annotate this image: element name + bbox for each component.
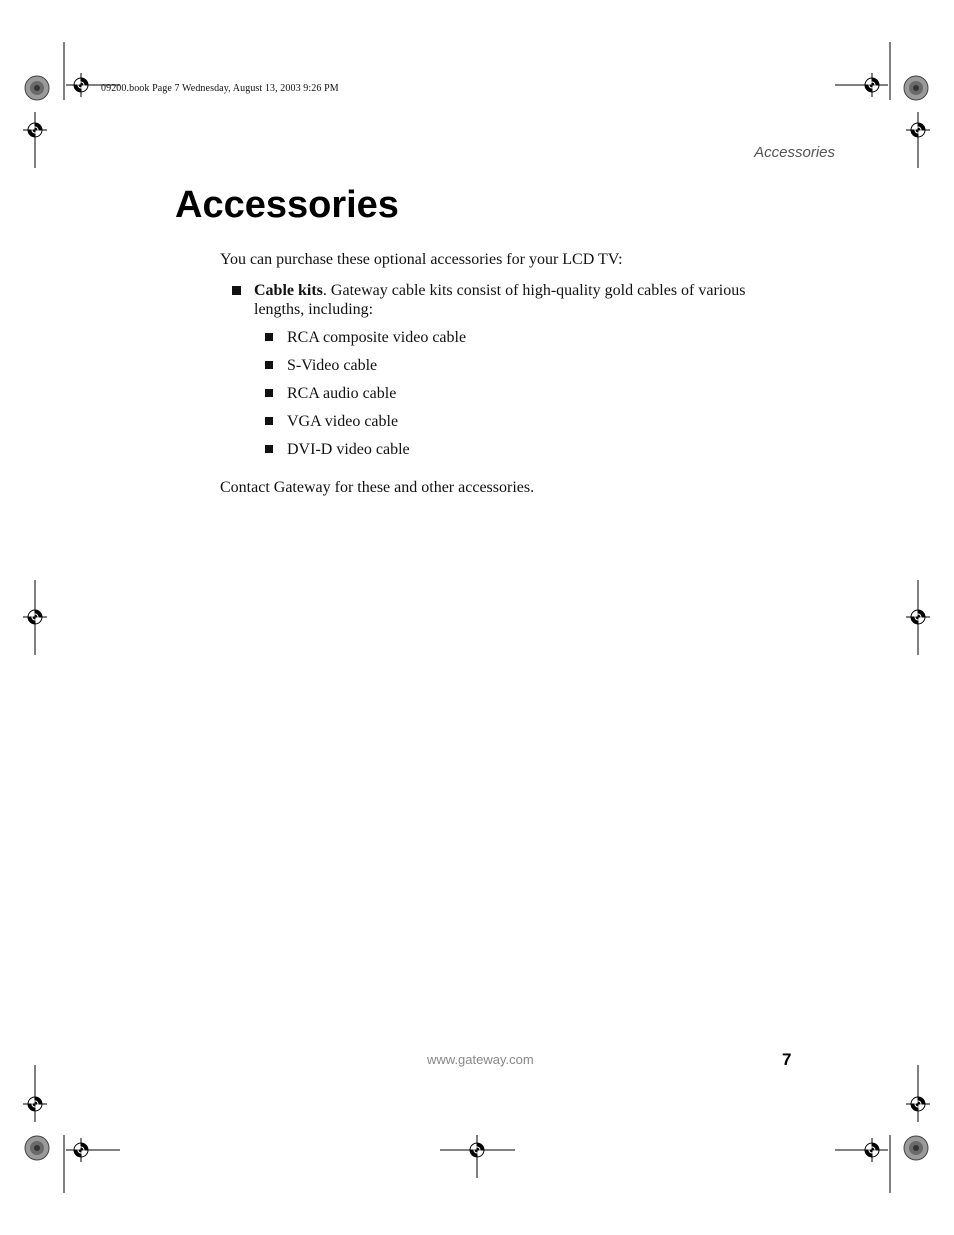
bullet-square-icon — [265, 361, 273, 369]
list-item-label: S-Video cable — [287, 357, 378, 374]
list-item-label: VGA video cable — [287, 413, 399, 430]
bullet-square-icon — [265, 445, 273, 453]
closing-paragraph: Contact Gateway for these and other accessories. — [220, 479, 535, 496]
registration-mark — [835, 42, 930, 168]
registration-mark — [23, 42, 120, 168]
page-title: Accessories — [175, 184, 399, 226]
list-item-label: DVI-D video cable — [287, 441, 410, 458]
list-item-label: RCA composite video cable — [287, 329, 467, 346]
registration-mark — [23, 1065, 120, 1193]
bullet-square-icon — [265, 389, 273, 397]
bullet-description: . Gateway cable kits consist of high-quality gold cables of various lengths, including: — [254, 282, 746, 318]
print-slug: 09200.book Page 7 Wednesday, August 13, 2003 9:26 PM — [101, 83, 339, 94]
footer-url: www.gateway.com — [427, 1052, 534, 1067]
registration-mark — [440, 1135, 515, 1178]
bullet-text — [254, 281, 799, 319]
bullet-bold-term: Cable kits — [254, 282, 323, 299]
page-number: 7 — [782, 1050, 792, 1069]
intro-paragraph: You can purchase these optional accessories for your LCD TV: — [220, 251, 623, 268]
running-head: Accessories — [754, 144, 835, 161]
bullet-square-icon — [232, 286, 241, 295]
registration-mark — [835, 1065, 930, 1193]
list-item-label: RCA audio cable — [287, 385, 397, 402]
bullet-square-icon — [265, 333, 273, 341]
registration-mark — [23, 580, 930, 655]
bullet-square-icon — [265, 417, 273, 425]
